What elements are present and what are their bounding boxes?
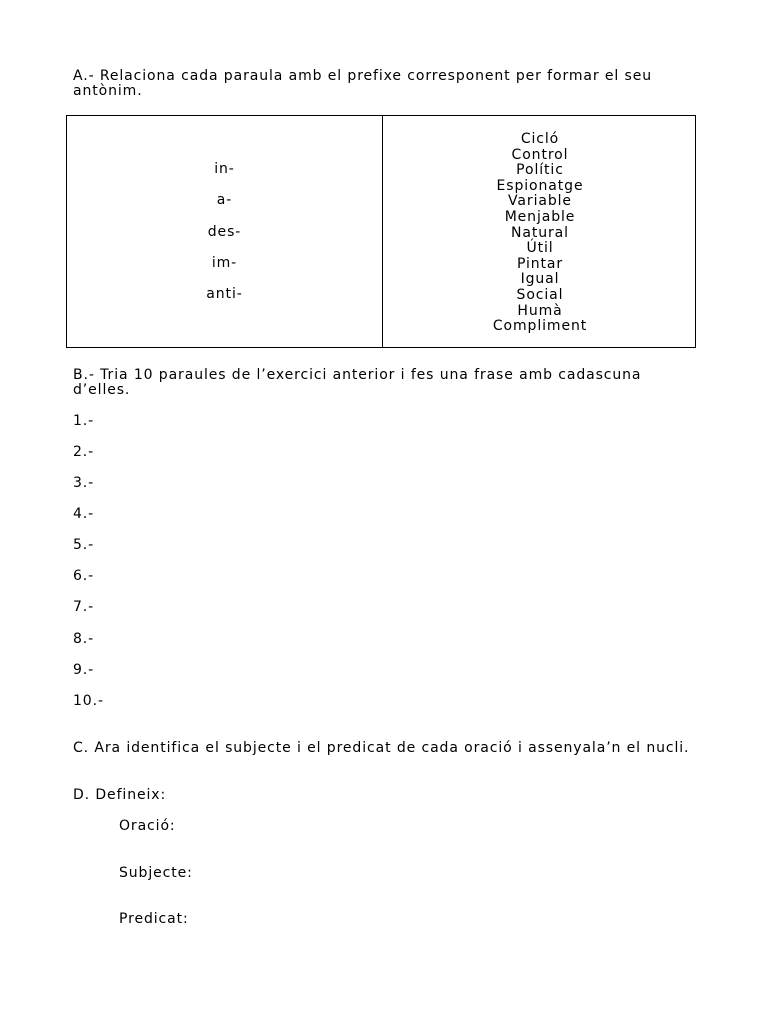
word-item: Útil	[526, 240, 554, 257]
sentence-number: 5.-	[73, 537, 95, 553]
word-item: Natural	[511, 224, 569, 241]
word-item: Cicló	[520, 131, 560, 147]
definition-term-predicat: Predicat:	[119, 911, 189, 927]
word-item: Variable	[508, 193, 572, 210]
word-item: Polític	[516, 162, 564, 179]
word-item: Menjable	[504, 208, 576, 225]
prefix-item: des-	[207, 223, 242, 240]
sentence-number: 8.-	[73, 631, 95, 647]
prefix-column	[67, 162, 382, 318]
prefix-item: im-	[211, 254, 238, 271]
word-item: Control	[511, 146, 569, 163]
sentence-number: 10.-	[73, 693, 104, 709]
sentence-number: 4.-	[73, 506, 95, 522]
word-item: Social	[516, 286, 564, 303]
section-a-instruction: A.- Relaciona cada paraula amb el prefixe corresponent per formar el seu antònim.	[73, 68, 653, 99]
prefix-item: in-	[214, 161, 235, 177]
sentence-number: 1.-	[73, 413, 95, 429]
sentence-number: 6.-	[73, 568, 95, 584]
definition-term-oracio: Oració:	[119, 818, 176, 834]
word-item: Espionatge	[496, 177, 584, 194]
prefix-item: anti-	[206, 286, 243, 303]
definition-term-subjecte: Subjecte:	[119, 865, 193, 881]
sentence-number: 7.-	[73, 599, 95, 615]
section-b-instruction: B.- Tria 10 paraules de l’exercici anterior i fes una frase amb cadascuna d’elles.	[73, 367, 642, 398]
prefix-matching-table	[66, 115, 696, 348]
word-item: Humà	[517, 302, 563, 319]
sentence-number: 3.-	[73, 475, 95, 491]
section-c-instruction: C. Ara identifica el subjecte i el predicat de cada oració i assenyala’n el nucli.	[73, 740, 690, 756]
prefix-item: a-	[216, 192, 233, 209]
sentence-number: 2.-	[73, 444, 95, 460]
word-item: Compliment	[492, 318, 588, 335]
section-d-title: D. Defineix:	[73, 787, 167, 803]
word-item: Pintar	[516, 255, 564, 272]
word-item: Igual	[520, 271, 560, 288]
sentence-number: 9.-	[73, 662, 95, 678]
word-column	[383, 132, 697, 335]
